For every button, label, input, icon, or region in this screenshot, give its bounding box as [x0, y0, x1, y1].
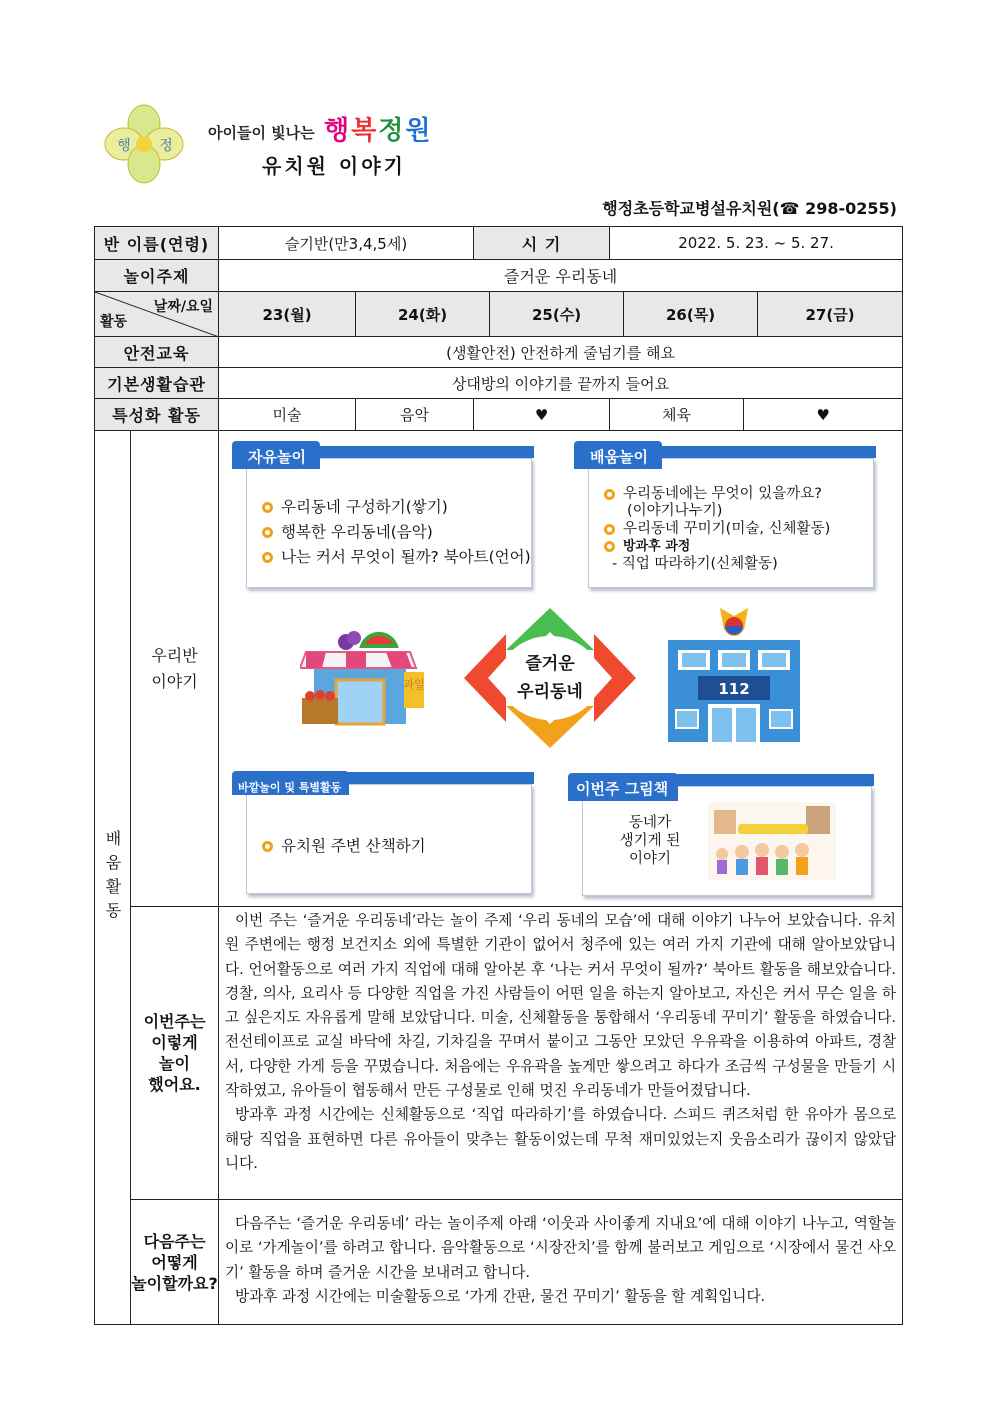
safety-label: 안전교육 — [95, 337, 219, 368]
special-tue: 음악 — [356, 399, 474, 431]
day-mon: 23(월) — [219, 292, 356, 337]
our-class-line-1: 우리반 — [151, 646, 198, 665]
special-wed: ♥ — [474, 399, 610, 431]
this-week-line-2: 이렇게 — [151, 1033, 198, 1052]
day-tue: 24(화) — [356, 292, 490, 337]
brand-title — [324, 110, 433, 147]
habit-value: 상대방의 이야기를 끝까지 들어요 — [219, 368, 903, 399]
learning-play-item-3: 방과후 과정 — [604, 535, 690, 554]
our-class-line-2: 이야기 — [151, 672, 198, 691]
police-station-illustration — [668, 606, 800, 742]
period-value: 2022. 5. 23. ~ 5. 27. — [610, 227, 903, 260]
next-week-line-1: 다음주는 — [143, 1231, 206, 1251]
bullet-icon — [262, 502, 273, 513]
fruit-sign-char-1: 과일 — [403, 678, 424, 691]
this-week-line-4: 했어요. — [148, 1075, 201, 1094]
this-week-label — [131, 907, 219, 1200]
bullet-icon — [604, 489, 615, 500]
free-play-item-3: 나는 커서 무엇이 될까? 북아트(언어) — [262, 545, 531, 567]
bullet-icon — [604, 541, 615, 552]
free-play-item-1: 우리동네 구성하기(쌓기) — [262, 495, 448, 517]
brand-char-1: 행 — [324, 116, 352, 146]
bullet-icon — [262, 552, 273, 563]
book-cover-illustration — [708, 802, 836, 880]
this-week-line-1: 이번주는 — [143, 1012, 206, 1031]
day-fri: 27(금) — [758, 292, 903, 337]
special-label: 특성화 활동 — [95, 399, 219, 431]
school-name: 행정초등학교병설유치원(☎ 298-0255) — [602, 199, 897, 218]
diamond-line-1: 즐거운 — [525, 654, 575, 674]
learning-play-item-2: 우리동네 꾸미기(미술, 신체활동) — [604, 517, 830, 538]
period-label: 시 기 — [474, 227, 610, 260]
learning-play-item-4: - 직업 따라하기(신체활동) — [612, 556, 778, 572]
logo-char-1: 행 — [117, 138, 131, 154]
learning-play-item-1: 우리동네에는 무엇이 있을까요? — [604, 482, 822, 503]
free-play-title: 자유놀이 — [232, 441, 320, 469]
brand-char-2: 복 — [351, 116, 379, 146]
brand-char-4: 원 — [405, 116, 433, 146]
bullet-icon — [262, 527, 273, 538]
day-thu: 26(목) — [624, 292, 758, 337]
bullet-icon — [262, 841, 273, 852]
next-week-text — [219, 1200, 903, 1325]
learning-play-title: 배움놀이 — [574, 441, 662, 469]
next-week-line-2: 어떻게 — [151, 1252, 198, 1272]
learning-label: 배움활동 — [95, 431, 131, 1325]
this-week-paragraph-1: 이번 주는 ‘즐거운 우리동네’라는 놀이 주제 ‘우리 동네의 모습’에 대해 이야기 나누어 보았습니다. 유치원 주변에는 행정 보건지소 외에 특별한 기관이 없어서 청주에 있는 여러 가지 기관에 대해 알아보았답니다. 언어활동으로 여러 가지 직업에 대해 알아본 후 ‘나는 커서 무엇이 될까?’ 북아트 활동을 해보았습니다. 경찰, 의사, 요리사 등 다양한 직업을 가진 사람들이 어떤 일을 하는지 알아보고, 자신은 커서 무슨 일을 하고 싶은지도 자유롭게 말해 보았답니다. 미술, 신체활동을 통합해서 ‘우리동네 꾸미기’ 활동을 하였습니다. 전선테이프로 교실 바닥에 차길, 기차길을 꾸며서 붙이고 그동안 모았던 우유곽을 이용하여 아파트, 경찰서, 다양한 가게 등을 꾸몄습니다. 처음에는 우유곽을 높게만 쌓으려고 하다가 조금씩 구성물을 만들기 시작하였고, 유아들이 협동해서 만든 구성물로 인해 멋진 우리동네가 만들어졌답니다. — [225, 912, 897, 1100]
theme-diamond-text — [508, 650, 592, 706]
bullet-icon — [604, 524, 615, 535]
day-wed: 25(수) — [490, 292, 624, 337]
corner-top: 날짜/요일 — [153, 299, 214, 315]
corner-bottom: 활동 — [100, 314, 128, 330]
this-week-text — [219, 907, 903, 1200]
special-fri: ♥ — [744, 399, 903, 431]
this-week-paragraph-2: 방과후 과정 시간에는 신체활동으로 ‘직업 따라하기’를 하였습니다. 스피드 퀴즈처럼 한 유아가 몸으로 해당 직업을 표현하면 다른 유아들이 맞추는 활동이었는데 무척 재미있었는지 웃음소리가 끊이지 않았답니다. — [225, 1106, 897, 1172]
outdoor-item-1: 유치원 주변 산책하기 — [262, 834, 426, 856]
picture-book-text — [604, 814, 696, 868]
corner-header — [95, 292, 219, 337]
next-week-paragraph-1: 다음주는 ‘즐거운 우리동네’ 라는 놀이주제 아래 ‘이웃과 사이좋게 지내요’에 대해 이야기 나누고, 역할놀이로 ‘가게놀이’를 하려고 합니다. 음악활동으로 ‘시장잔치’를 함께 불러보고 게임으로 ‘시장에서 물건 사오기’ 활동을 하며 즐거운 시간을 보내려고 합니다. — [225, 1215, 897, 1281]
next-week-line-3: 놀이할까요? — [131, 1273, 218, 1293]
special-thu: 체육 — [610, 399, 744, 431]
free-play-item-2: 행복한 우리동네(음악) — [262, 520, 433, 542]
book-line-3: 이야기 — [628, 851, 672, 867]
slogan: 아이들이 빛나는 — [208, 124, 315, 142]
our-class-label — [131, 431, 219, 907]
book-line-1: 동네가 — [628, 815, 672, 831]
newsletter-title: 유치원 이야기 — [262, 154, 406, 178]
fruit-shop-illustration — [300, 624, 424, 728]
special-mon: 미술 — [219, 399, 356, 431]
police-number: 112 — [718, 680, 750, 698]
learning-play-item-1b: (이야기나누기) — [627, 503, 723, 519]
theme-value: 즐거운 우리동네 — [219, 260, 903, 292]
class-value: 슬기반(만3,4,5세) — [219, 227, 474, 260]
next-week-label — [131, 1200, 219, 1325]
book-line-2: 생기게 된 — [619, 833, 681, 849]
this-week-line-3: 놀이 — [159, 1054, 190, 1073]
habit-label: 기본생활습관 — [95, 368, 219, 399]
diamond-line-2: 우리동네 — [517, 682, 583, 702]
next-week-paragraph-2: 방과후 과정 시간에는 미술활동으로 ‘가게 간판, 물건 꾸미기’ 활동을 할 계획입니다. — [235, 1287, 766, 1305]
brand-char-3: 정 — [378, 116, 406, 146]
picture-book-title: 이번주 그림책 — [568, 773, 678, 801]
safety-value: (생활안전) 안전하게 줄넘기를 해요 — [219, 337, 903, 368]
school-logo — [104, 104, 184, 184]
logo-char-2: 정 — [159, 138, 173, 154]
theme-label: 놀이주제 — [95, 260, 219, 292]
outdoor-title: 바깥놀이 및 특별활동 — [232, 771, 349, 795]
class-label: 반 이름(연령) — [95, 227, 219, 260]
